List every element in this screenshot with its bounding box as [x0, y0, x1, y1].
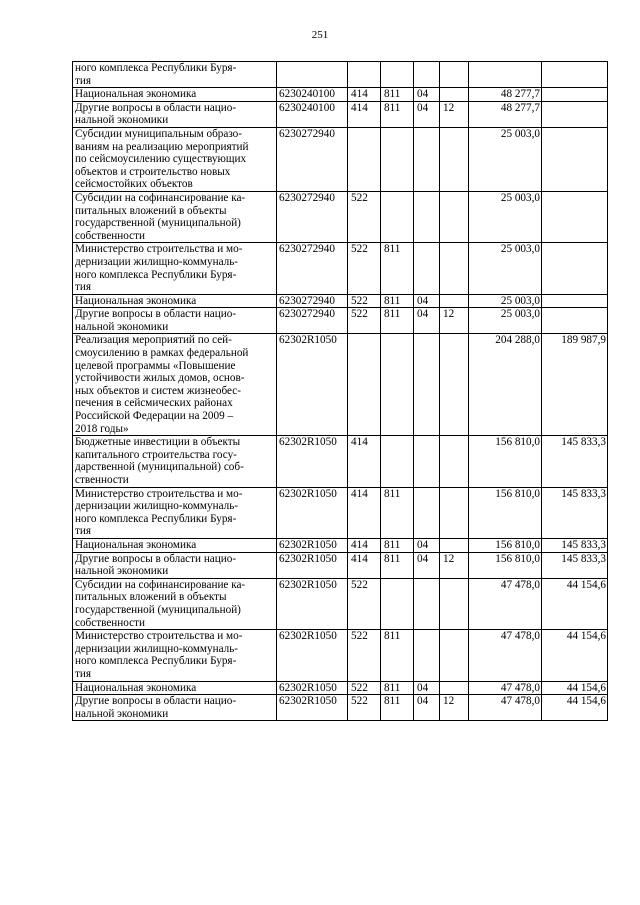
- section-code: [414, 630, 440, 681]
- amount-year-1: [469, 62, 542, 88]
- section-code: 04: [414, 294, 440, 308]
- table-row: [73, 191, 608, 242]
- row-description: [73, 578, 277, 629]
- row-description: [73, 630, 277, 681]
- budget-table-body: [73, 62, 608, 721]
- amount-year-2: [542, 62, 608, 88]
- description-line: Министерство строительства и мо-: [75, 243, 243, 256]
- section-code: 04: [414, 681, 440, 695]
- description-line: собственности: [75, 229, 145, 242]
- table-row: [73, 552, 608, 578]
- description-line: 2018 годы»: [75, 422, 129, 435]
- description-line: ного комплекса Республики Буря-: [75, 268, 237, 281]
- subsection-code: [440, 334, 469, 436]
- amount-year-2: [542, 101, 608, 127]
- target-article-code: 62302R1050: [277, 334, 348, 436]
- ministry-code: [381, 334, 414, 436]
- target-article-code: 62302R1050: [277, 436, 348, 487]
- amount-year-2: [542, 294, 608, 308]
- subsection-code: [440, 538, 469, 552]
- expense-type-code: 414: [348, 88, 381, 102]
- ministry-code: 811: [381, 243, 414, 294]
- subsection-code: [440, 127, 469, 191]
- subsection-code: [440, 681, 469, 695]
- subsection-code: [440, 294, 469, 308]
- subsection-code: [440, 487, 469, 538]
- section-code: 04: [414, 88, 440, 102]
- table-row: [73, 436, 608, 487]
- table-row: [73, 88, 608, 102]
- section-code: 04: [414, 308, 440, 334]
- section-code: [414, 436, 440, 487]
- row-description: [73, 294, 277, 308]
- ministry-code: 811: [381, 294, 414, 308]
- description-line: ного комплекса Республики Буря-: [75, 62, 237, 74]
- target-article-code: 62302R1050: [277, 695, 348, 721]
- expense-type-code: 522: [348, 695, 381, 721]
- ministry-code: 811: [381, 538, 414, 552]
- description-line: питальных вложений в объекты: [75, 591, 227, 604]
- subsection-code: [440, 191, 469, 242]
- description-line: государственной (муниципальной): [75, 217, 241, 230]
- ministry-code: [381, 62, 414, 88]
- description-line: дернизации жилищно-коммуналь-: [75, 642, 239, 655]
- description-line: Национальная экономика: [75, 681, 197, 694]
- expense-type-code: 522: [348, 191, 381, 242]
- row-description: [73, 334, 277, 436]
- description-line: Министерство строительства и мо-: [75, 630, 243, 643]
- description-line: Национальная экономика: [75, 538, 197, 551]
- row-description: [73, 681, 277, 695]
- row-description: [73, 695, 277, 721]
- ministry-code: 811: [381, 681, 414, 695]
- expense-type-code: [348, 334, 381, 436]
- ministry-code: 811: [381, 101, 414, 127]
- target-article-code: 62302R1050: [277, 630, 348, 681]
- target-article-code: 62302R1050: [277, 552, 348, 578]
- table-row: [73, 101, 608, 127]
- subsection-code: 12: [440, 552, 469, 578]
- subsection-code: [440, 578, 469, 629]
- description-line: Бюджетные инвестиции в объекты: [75, 436, 241, 449]
- description-line: Субсидии на софинансирование ка-: [75, 191, 246, 204]
- target-article-code: 6230272940: [277, 127, 348, 191]
- table-row: [73, 308, 608, 334]
- ministry-code: [381, 191, 414, 242]
- amount-year-2: 145 833,3: [542, 538, 608, 552]
- section-code: [414, 62, 440, 88]
- expense-type-code: [348, 127, 381, 191]
- target-article-code: 6230272940: [277, 191, 348, 242]
- section-code: [414, 487, 440, 538]
- page-number: 251: [311, 29, 329, 41]
- amount-year-2: 44 154,6: [542, 681, 608, 695]
- table-row: [73, 127, 608, 191]
- expense-type-code: 522: [348, 681, 381, 695]
- section-code: [414, 578, 440, 629]
- description-line: государственной (муниципальной): [75, 603, 241, 616]
- description-line: нальной экономики: [75, 114, 169, 127]
- row-description: [73, 191, 277, 242]
- amount-year-1: 48 277,7: [469, 88, 542, 102]
- target-article-code: 62302R1050: [277, 538, 348, 552]
- description-line: Министерство строительства и мо-: [75, 487, 243, 500]
- amount-year-2: 145 833,3: [542, 436, 608, 487]
- expense-type-code: 414: [348, 552, 381, 578]
- description-line: по сейсмоусилению существующих: [75, 153, 247, 166]
- target-article-code: 62302R1050: [277, 578, 348, 629]
- description-line: Другие вопросы в области нацио-: [75, 552, 237, 565]
- target-article-code: 6230240100: [277, 101, 348, 127]
- subsection-code: [440, 630, 469, 681]
- amount-year-2: [542, 127, 608, 191]
- amount-year-2: [542, 191, 608, 242]
- ministry-code: 811: [381, 630, 414, 681]
- description-line: ных объектов и систем жизнеобес-: [75, 384, 241, 397]
- row-description: [73, 538, 277, 552]
- expense-type-code: 414: [348, 436, 381, 487]
- description-line: Другие вопросы в области нацио-: [75, 101, 237, 114]
- ministry-code: [381, 436, 414, 487]
- row-description: [73, 62, 277, 88]
- description-line: смоусилению в рамках федеральной: [75, 347, 249, 360]
- row-description: [73, 552, 277, 578]
- row-description: [73, 88, 277, 102]
- section-code: [414, 127, 440, 191]
- amount-year-2: 189 987,9: [542, 334, 608, 436]
- subsection-code: 12: [440, 308, 469, 334]
- section-code: 04: [414, 552, 440, 578]
- amount-year-2: 145 833,3: [542, 552, 608, 578]
- subsection-code: 12: [440, 695, 469, 721]
- amount-year-1: 47 478,0: [469, 681, 542, 695]
- description-line: ного комплекса Республики Буря-: [75, 655, 237, 668]
- description-line: объектов и строительство новых: [75, 165, 231, 178]
- ministry-code: 811: [381, 88, 414, 102]
- target-article-code: 62302R1050: [277, 487, 348, 538]
- table-row: [73, 243, 608, 294]
- description-line: дарственной (муниципальной) соб-: [75, 461, 244, 474]
- description-line: целевой программы «Повышение: [75, 359, 236, 372]
- table-row: [73, 62, 608, 88]
- row-description: [73, 243, 277, 294]
- section-code: 04: [414, 695, 440, 721]
- target-article-code: 6230272940: [277, 294, 348, 308]
- amount-year-1: 156 810,0: [469, 538, 542, 552]
- description-line: Другие вопросы в области нацио-: [75, 695, 237, 708]
- amount-year-1: 204 288,0: [469, 334, 542, 436]
- amount-year-2: [542, 88, 608, 102]
- expense-type-code: 414: [348, 538, 381, 552]
- description-line: ственности: [75, 474, 129, 486]
- target-article-code: 6230240100: [277, 88, 348, 102]
- ministry-code: 811: [381, 695, 414, 721]
- description-line: капитального строительства госу-: [75, 448, 237, 461]
- amount-year-1: 156 810,0: [469, 436, 542, 487]
- description-line: тия: [75, 281, 92, 294]
- row-description: [73, 127, 277, 191]
- expense-type-code: 414: [348, 487, 381, 538]
- description-line: Национальная экономика: [75, 294, 197, 307]
- target-article-code: 6230272940: [277, 243, 348, 294]
- subsection-code: 12: [440, 101, 469, 127]
- amount-year-1: 47 478,0: [469, 630, 542, 681]
- amount-year-2: 44 154,6: [542, 578, 608, 629]
- description-line: Российской Федерации на 2009 –: [75, 410, 234, 423]
- row-description: [73, 436, 277, 487]
- table-row: [73, 334, 608, 436]
- description-line: нальной экономики: [75, 707, 169, 720]
- description-line: ного комплекса Республики Буря-: [75, 512, 237, 525]
- amount-year-2: [542, 243, 608, 294]
- amount-year-2: 44 154,6: [542, 630, 608, 681]
- section-code: [414, 191, 440, 242]
- expense-type-code: 522: [348, 308, 381, 334]
- description-line: тия: [75, 525, 92, 538]
- description-line: Субсидии на софинансирование ка-: [75, 578, 246, 591]
- section-code: [414, 243, 440, 294]
- row-description: [73, 308, 277, 334]
- description-line: тия: [75, 667, 92, 680]
- amount-year-1: 47 478,0: [469, 578, 542, 629]
- table-row: [73, 294, 608, 308]
- budget-table: [72, 61, 608, 721]
- expense-type-code: 414: [348, 101, 381, 127]
- table-row: [73, 695, 608, 721]
- table-row: [73, 578, 608, 629]
- target-article-code: [277, 62, 348, 88]
- expense-type-code: 522: [348, 578, 381, 629]
- ministry-code: [381, 578, 414, 629]
- description-line: питальных вложений в объекты: [75, 204, 227, 217]
- section-code: 04: [414, 538, 440, 552]
- table-row: [73, 487, 608, 538]
- description-line: печения в сейсмических районах: [75, 397, 233, 410]
- amount-year-1: 25 003,0: [469, 294, 542, 308]
- section-code: 04: [414, 101, 440, 127]
- subsection-code: [440, 436, 469, 487]
- target-article-code: 62302R1050: [277, 681, 348, 695]
- description-line: дернизации жилищно-коммуналь-: [75, 500, 239, 513]
- amount-year-2: [542, 308, 608, 334]
- ministry-code: 811: [381, 308, 414, 334]
- amount-year-1: 156 810,0: [469, 552, 542, 578]
- description-line: Национальная экономика: [75, 88, 197, 101]
- amount-year-1: 25 003,0: [469, 243, 542, 294]
- description-line: нальной экономики: [75, 320, 169, 333]
- target-article-code: 6230272940: [277, 308, 348, 334]
- expense-type-code: 522: [348, 630, 381, 681]
- description-line: устойчивости жилых домов, основ-: [75, 372, 245, 385]
- table-row: [73, 681, 608, 695]
- section-code: [414, 334, 440, 436]
- description-line: Реализация мероприятий по сей-: [75, 334, 232, 347]
- description-line: Другие вопросы в области нацио-: [75, 308, 237, 321]
- table-row: [73, 538, 608, 552]
- description-line: дернизации жилищно-коммуналь-: [75, 255, 239, 268]
- row-description: [73, 487, 277, 538]
- description-line: сейсмостойких объектов: [75, 178, 193, 191]
- table-row: [73, 630, 608, 681]
- amount-year-1: 48 277,7: [469, 101, 542, 127]
- amount-year-1: 25 003,0: [469, 191, 542, 242]
- description-line: тия: [75, 74, 92, 87]
- ministry-code: 811: [381, 552, 414, 578]
- ministry-code: 811: [381, 487, 414, 538]
- expense-type-code: 522: [348, 294, 381, 308]
- subsection-code: [440, 88, 469, 102]
- row-description: [73, 101, 277, 127]
- amount-year-2: 44 154,6: [542, 695, 608, 721]
- description-line: Субсидии муниципальным образо-: [75, 127, 242, 140]
- amount-year-1: 25 003,0: [469, 127, 542, 191]
- ministry-code: [381, 127, 414, 191]
- expense-type-code: 522: [348, 243, 381, 294]
- amount-year-1: 25 003,0: [469, 308, 542, 334]
- description-line: нальной экономики: [75, 565, 169, 578]
- description-line: ваниям на реализацию мероприятий: [75, 140, 249, 153]
- subsection-code: [440, 62, 469, 88]
- amount-year-1: 156 810,0: [469, 487, 542, 538]
- amount-year-1: 47 478,0: [469, 695, 542, 721]
- expense-type-code: [348, 62, 381, 88]
- amount-year-2: 145 833,3: [542, 487, 608, 538]
- description-line: собственности: [75, 616, 145, 629]
- subsection-code: [440, 243, 469, 294]
